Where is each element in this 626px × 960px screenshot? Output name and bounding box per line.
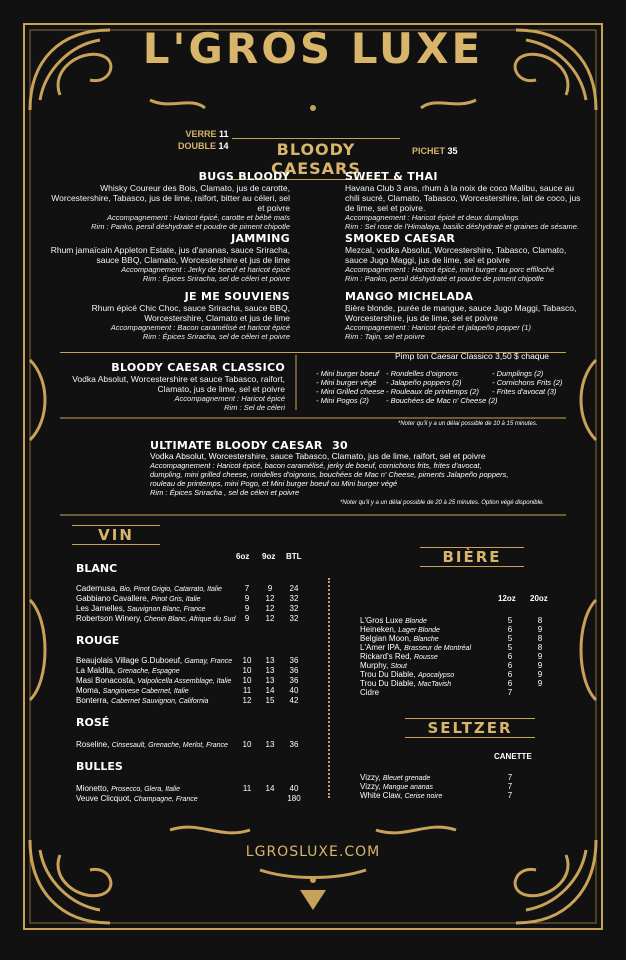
beer-row xyxy=(360,625,560,634)
pimp-option: - Mini burger végé xyxy=(316,378,377,387)
ultimate-name: ULTIMATE BLOODY CAESAR xyxy=(150,439,323,452)
restaurant-title: L'GROS LUXE xyxy=(142,24,484,73)
pimp-note: *Noter qu'il y a un délai possible de 10 à 15 minutes. xyxy=(398,421,538,427)
classico-accompaniment: Accompagnement : Haricot épicé xyxy=(174,394,285,403)
classico-rim: Rim : Sel de céleri xyxy=(224,403,285,412)
wine-name: Veuve Clicquot, xyxy=(76,794,132,803)
wine-name: Gabbiano Cavallere, xyxy=(76,594,149,603)
price-btl: 32 xyxy=(289,614,299,623)
beer-detail: Blonde xyxy=(405,618,427,625)
beer-detail: MacTavish xyxy=(417,681,452,688)
pimp-option: - Rondelles d'oignons xyxy=(386,369,458,378)
price-6oz: 9 xyxy=(244,594,250,603)
caesar-desc: Bière blonde, purée de mangue, sauce Jugo Maggi, Tabasco, Worcestershire, jus de lime, sel et poivre xyxy=(345,303,577,323)
price-12oz: 6 xyxy=(507,652,513,661)
pimp-option: - Bouchées de Mac n' Cheese (2) xyxy=(386,396,498,405)
wine-detail: Champagne, France xyxy=(133,796,198,803)
pimp-option: - Rouleaux de printemps (2) xyxy=(386,387,479,396)
beer-name: Heineken, xyxy=(360,625,397,634)
price-12oz: 5 xyxy=(507,643,513,652)
wine-row xyxy=(76,696,336,706)
seltzer-row xyxy=(360,782,560,791)
pichet-price-label xyxy=(412,146,458,156)
price-20oz: 9 xyxy=(537,661,543,670)
price-9oz: 13 xyxy=(265,740,275,749)
beer-row xyxy=(360,616,560,625)
seltzer-col-header: CANETTE xyxy=(494,752,532,761)
wine-name: Masi Bonacosta, xyxy=(76,676,136,685)
classico-name: BLOODY CAESAR CLASSICO xyxy=(111,361,285,374)
pimp-title: Pimp ton Caesar Classico 3,50 $ chaque xyxy=(395,351,550,361)
caesar-name: JAMMING xyxy=(231,232,290,245)
beer-name: Belgian Moon, xyxy=(360,634,412,643)
wine-col-header: BTL xyxy=(286,552,302,561)
caesar-item xyxy=(345,172,585,231)
caesar-accompaniment: Accompagnement : Haricot épicé, mini burger au porc effiloché xyxy=(345,265,555,274)
wine-category: ROSÉ xyxy=(76,716,110,729)
price-12oz: 6 xyxy=(507,625,513,634)
caesars-banner: BLOODY CAESARS xyxy=(232,138,400,180)
price-btl: 36 xyxy=(289,656,299,665)
pimp-column xyxy=(316,369,384,405)
price-6oz: 10 xyxy=(242,656,252,665)
price-20oz: 9 xyxy=(537,652,543,661)
pimp-option: - Frites d'avocat (3) xyxy=(492,387,557,396)
caesar-desc: Havana Club 3 ans, rhum à la noix de coco Malibu, sauce au chili sucré, Clamato, Tabasco, Worcestershire, lait de coco, jus de lime, sel et poivre. xyxy=(345,183,581,213)
caesar-accompaniment: Accompagnement : Haricot épicé et jalapeño popper (1) xyxy=(345,323,531,332)
price-12oz: 6 xyxy=(507,661,513,670)
caesar-rim: Rim : Panko, persil déshydraté et poudre de piment chipotle xyxy=(345,274,544,283)
wine-row xyxy=(76,614,336,624)
caesar-desc: Whisky Coureur des Bois, Clamato, jus de carotte, Worcestershire, Tabasco, jus de lime, raifort, bitter au céleri, sel et poivre xyxy=(51,183,290,213)
wine-detail: Bio, Pinot Grigio, Catarrato, Italie xyxy=(119,586,222,593)
caesar-accompaniment: Accompagnement : Jerky de boeuf et haricot épicé xyxy=(121,265,290,274)
beer-row xyxy=(360,652,560,661)
wine-name: Bonterra, xyxy=(76,696,109,705)
wine-row xyxy=(76,676,336,686)
ultimate-accompaniment: Accompagnement : Haricot épicé, bacon caramélisé, jerky de boeuf, cornichons frits, frites d'avocat, xyxy=(150,461,482,470)
price-btl: 24 xyxy=(289,584,299,593)
price-12oz: 6 xyxy=(507,679,513,688)
beer-name: L'Amer IPA, xyxy=(360,643,402,652)
wine-name: Moma, xyxy=(76,686,101,695)
pimp-option: - Dumplings (2) xyxy=(492,369,544,378)
caesar-desc: Mezcal, vodka Absolut, Worcestershire, Tabasco, Clamato, sauce Jugo Maggi, jus de lime, sel et poivre xyxy=(345,245,567,265)
price-12oz: 6 xyxy=(507,670,513,679)
pimp-column xyxy=(386,369,498,405)
price-6oz: 10 xyxy=(242,666,252,675)
price-20oz: 8 xyxy=(537,634,543,643)
wine-detail: Prosecco, Glera, Italie xyxy=(111,786,181,793)
price-20oz: 9 xyxy=(537,625,543,634)
ultimate-accompaniment: rouleau de printemps, mini Pogo, et Mini burger boeuf ou Mini burger végé xyxy=(150,479,398,488)
ultimate-rim: Rim : Épices Sriracha , sel de céleri et poivre xyxy=(150,488,300,497)
seltzer-row xyxy=(360,791,560,800)
wine-row xyxy=(76,594,336,604)
caesar-desc: Rhum jamaïcain Appleton Estate, jus d'ananas, sauce Sriracha, sauce BBQ, Clamato, Worcestershire et jus de lime xyxy=(50,245,290,265)
caesar-accompaniment: Accompagnement : Bacon caramélisé et haricot épicé xyxy=(110,323,290,332)
caesar-item xyxy=(50,172,290,231)
wine-row xyxy=(76,604,336,614)
wine-detail: Gamay, France xyxy=(184,658,233,665)
seltzer-detail: Bleuet grenade xyxy=(382,775,431,782)
price-6oz: 7 xyxy=(244,584,250,593)
wine-name: Robertson Winery, xyxy=(76,614,142,623)
caesar-rim: Rim : Panko, persil déshydraté et poudre de piment chipotle xyxy=(91,222,290,231)
wine-row xyxy=(76,656,336,666)
price-9oz: 13 xyxy=(265,666,275,675)
price-6oz: 11 xyxy=(242,784,252,793)
caesar-name: BUGS BLOODY xyxy=(198,170,290,183)
price-btl: 36 xyxy=(289,740,299,749)
price-canette: 7 xyxy=(507,773,513,782)
caesar-name: SWEET & THAI xyxy=(345,170,438,183)
beer-row xyxy=(360,661,560,670)
wine-detail: Cinsesault, Grenache, Merlot, France xyxy=(111,742,228,749)
price-6oz: 10 xyxy=(242,740,252,749)
price-9oz: 15 xyxy=(265,696,275,705)
seltzer-name: White Claw, xyxy=(360,791,403,800)
seltzer-name: Vizzy, xyxy=(360,782,381,791)
pimp-option: - Mini Pogos (2) xyxy=(316,396,369,405)
ultimate-item xyxy=(150,441,570,497)
price-6oz: 10 xyxy=(242,676,252,685)
price-btl: 180 xyxy=(287,794,301,803)
price-9oz: 14 xyxy=(265,686,275,695)
pimp-option: - Mini Grilled cheese xyxy=(316,387,385,396)
pimp-option: - Jalapeño poppers (2) xyxy=(386,378,462,387)
price-6oz: 9 xyxy=(244,604,250,613)
classico-desc: Vodka Absolut, Worcestershire et sauce Tabasco, raifort, Clamato, jus de lime, sel et poivre xyxy=(72,374,285,394)
price-9oz: 12 xyxy=(265,594,275,603)
wine-detail: Valpolicella Assemblage, Italie xyxy=(137,678,232,685)
beer-row xyxy=(360,643,560,652)
wine-detail: Cabernet Sauvignon, California xyxy=(111,698,209,705)
price-12oz: 5 xyxy=(507,634,513,643)
verre-label: VERRE xyxy=(185,129,217,139)
price-btl: 32 xyxy=(289,594,299,603)
wine-detail: Sangiovese Cabernet, Italie xyxy=(102,688,189,695)
wine-name: Cadernusa, xyxy=(76,584,118,593)
column-divider xyxy=(328,578,332,798)
double-label: DOUBLE xyxy=(178,141,216,151)
caesar-accompaniment: Accompagnement : Haricot épicé, carotte et bébé maïs xyxy=(106,213,290,222)
beer-name: Cidre xyxy=(360,688,380,697)
wine-row xyxy=(76,784,336,794)
beer-col-header: 20oz xyxy=(530,594,548,603)
wine-detail: Chenin Blanc, Afrique du Sud xyxy=(143,616,236,623)
double-price: 14 xyxy=(218,141,229,151)
wine-detail: Pinot Gris, Italie xyxy=(151,596,201,603)
price-btl: 40 xyxy=(289,686,299,695)
wine-category: BULLES xyxy=(76,760,123,773)
classico-item xyxy=(45,363,285,412)
beer-detail: Blanche xyxy=(413,636,439,643)
ultimate-note: *Noter qu'il y a un délai possible de 20 à 25 minutes. Option végé disponible. xyxy=(340,500,544,506)
beer-name: L'Gros Luxe xyxy=(360,616,403,625)
beer-name: Trou Du Diable, xyxy=(360,679,416,688)
ultimate-desc: Vodka Absolut, Worcestershire, sauce Tabasco, Clamato, jus de lime, raifort, sel et poivre xyxy=(150,451,486,461)
price-20oz: 8 xyxy=(537,643,543,652)
wine-name: Les Jamelles, xyxy=(76,604,125,613)
price-9oz: 13 xyxy=(265,656,275,665)
price-6oz: 11 xyxy=(242,686,252,695)
seltzer-detail: Cerise noire xyxy=(404,793,443,800)
wine-row xyxy=(76,794,336,804)
glass-prices xyxy=(178,128,229,152)
vin-banner: VIN xyxy=(72,525,160,545)
seltzer-name: Vizzy, xyxy=(360,773,381,782)
beer-name: Murphy, xyxy=(360,661,389,670)
caesar-item xyxy=(345,234,585,283)
beer-row xyxy=(360,634,560,643)
pichet-price: 35 xyxy=(447,146,458,156)
wine-name: Beaujolais Village G.Duboeuf, xyxy=(76,656,183,665)
price-btl: 36 xyxy=(289,676,299,685)
wine-name: Mionetto, xyxy=(76,784,109,793)
beer-col-header: 12oz xyxy=(498,594,516,603)
verre-price: 11 xyxy=(219,129,229,139)
wine-row xyxy=(76,740,336,750)
caesar-desc: Rhum épicé Chic Choc, sauce Sriracha, sauce BBQ, Worcestershire, Clamato et jus de lime xyxy=(91,303,290,323)
price-6oz: 9 xyxy=(244,614,250,623)
pichet-label: PICHET xyxy=(412,146,446,156)
caesar-rim: Rim : Épices Sriracha, sel de céleri et poivre xyxy=(142,332,290,341)
price-9oz: 12 xyxy=(265,604,275,613)
price-canette: 7 xyxy=(507,782,513,791)
caesar-rim: Rim : Épices Sriracha, sel de céleri et poivre xyxy=(142,274,290,283)
price-canette: 7 xyxy=(507,791,513,800)
beer-row xyxy=(360,688,560,697)
price-12oz: 7 xyxy=(507,688,513,697)
beer-detail: Stout xyxy=(390,663,407,670)
caesar-rim: Rim : Tajin, sel et poivre xyxy=(345,332,425,341)
wine-row xyxy=(76,666,336,676)
beer-name: Trou Du Diable, xyxy=(360,670,416,679)
seltzer-banner: SELTZER xyxy=(405,718,535,738)
caesar-name: SMOKED CAESAR xyxy=(345,232,456,245)
beer-detail: Apocalypso xyxy=(417,672,455,679)
caesar-item xyxy=(50,234,290,283)
seltzer-detail: Mangue ananas xyxy=(382,784,434,791)
biere-banner: BIÈRE xyxy=(420,547,524,567)
caesar-item xyxy=(345,292,585,341)
beer-detail: Brasseur de Montréal xyxy=(404,645,471,652)
caesar-rim: Rim : Sel rose de l'Himalaya, basilic déshydraté et graines de sésame. xyxy=(345,222,580,231)
seltzer-row xyxy=(360,773,560,782)
beer-detail: Rousse xyxy=(414,654,438,661)
wine-row xyxy=(76,686,336,696)
caesar-name: MANGO MICHELADA xyxy=(345,290,474,303)
wine-name: La Maldita, xyxy=(76,666,116,675)
wine-detail: Grenache, Espagne xyxy=(117,668,180,675)
ultimate-price: 30 xyxy=(332,439,348,452)
wine-col-header: 9oz xyxy=(262,552,276,561)
wine-category: ROUGE xyxy=(76,634,120,647)
caesar-name: JE ME SOUVIENS xyxy=(184,290,290,303)
price-btl: 42 xyxy=(289,696,299,705)
beer-detail: Lager Blonde xyxy=(398,627,440,634)
wine-name: Roseline, xyxy=(76,740,110,749)
price-9oz: 13 xyxy=(265,676,275,685)
price-9oz: 14 xyxy=(265,784,275,793)
wine-category: BLANC xyxy=(76,562,118,575)
caesar-item xyxy=(50,292,290,341)
wine-col-header: 6oz xyxy=(236,552,250,561)
wine-detail: Sauvignon Blanc, France xyxy=(127,606,206,613)
price-12oz: 5 xyxy=(507,616,513,625)
price-20oz: 9 xyxy=(537,679,543,688)
price-6oz: 12 xyxy=(242,696,252,705)
pimp-option: - Cornichons Frits (2) xyxy=(492,378,563,387)
price-btl: 32 xyxy=(289,604,299,613)
beer-row xyxy=(360,679,560,688)
price-9oz: 12 xyxy=(265,614,275,623)
ultimate-accompaniment: dumpling, mini grilled cheese, rondelles d'oignons, bouchées de Mac n' Cheese, piments Jalapeño poppers, xyxy=(150,470,509,479)
website-url: LGROSLUXE.COM xyxy=(245,844,381,860)
price-20oz: 9 xyxy=(537,670,543,679)
pimp-column xyxy=(492,369,562,396)
price-btl: 40 xyxy=(289,784,299,793)
price-20oz: 8 xyxy=(537,616,543,625)
wine-row xyxy=(76,584,336,594)
pimp-option: - Mini burger boeuf xyxy=(316,369,379,378)
beer-name: Rickard's Red, xyxy=(360,652,412,661)
price-9oz: 9 xyxy=(267,584,273,593)
caesar-accompaniment: Accompagnement : Haricot épicé et deux dumplings xyxy=(345,213,519,222)
price-btl: 36 xyxy=(289,666,299,675)
beer-row xyxy=(360,670,560,679)
